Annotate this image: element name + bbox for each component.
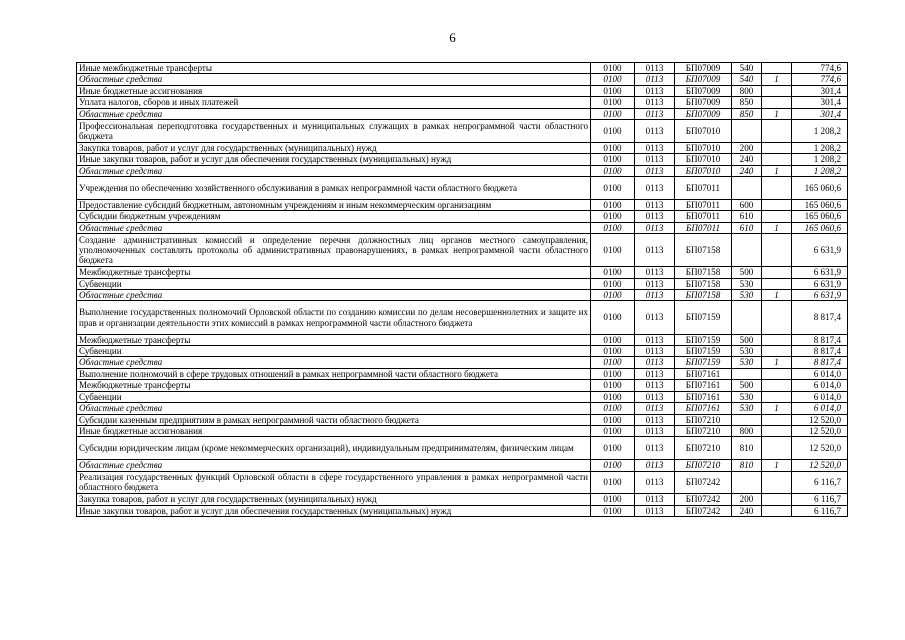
expense-type-cell: 530 bbox=[732, 278, 762, 289]
amount-cell: 6 631,9 bbox=[792, 290, 848, 301]
section-code-cell: 0100 bbox=[591, 290, 635, 301]
table-row bbox=[77, 471, 848, 494]
section-code-cell: 0100 bbox=[591, 108, 635, 119]
row-name-cell: Межбюджетные трансферты bbox=[77, 334, 591, 345]
amount-cell: 6 014,0 bbox=[792, 391, 848, 402]
table-row bbox=[77, 199, 848, 210]
funding-source-cell bbox=[762, 368, 792, 379]
section-code-cell: 0100 bbox=[591, 154, 635, 165]
row-name-cell: Закупка товаров, работ и услуг для государственных (муниципальных) нужд bbox=[77, 142, 591, 153]
target-article-cell: БП07009 bbox=[675, 108, 732, 119]
expense-type-cell: 200 bbox=[732, 494, 762, 505]
table-row bbox=[77, 357, 848, 368]
amount-cell: 165 060,6 bbox=[792, 199, 848, 210]
table-row bbox=[77, 222, 848, 233]
target-article-cell: БП07242 bbox=[675, 505, 732, 516]
target-article-cell: БП07210 bbox=[675, 437, 732, 460]
subsection-code-cell: 0113 bbox=[635, 460, 675, 471]
target-article-cell: БП07210 bbox=[675, 414, 732, 425]
target-article-cell: БП07161 bbox=[675, 368, 732, 379]
target-article-cell: БП07010 bbox=[675, 142, 732, 153]
row-name-cell: Межбюджетные трансферты bbox=[77, 267, 591, 278]
table-row bbox=[77, 177, 848, 200]
section-code-cell: 0100 bbox=[591, 414, 635, 425]
row-name-cell: Областные средства bbox=[77, 357, 591, 368]
amount-cell: 6 631,9 bbox=[792, 234, 848, 267]
table-row bbox=[77, 278, 848, 289]
row-name-cell: Субсидии бюджетным учреждениям bbox=[77, 211, 591, 222]
table-row bbox=[77, 108, 848, 119]
section-code-cell: 0100 bbox=[591, 142, 635, 153]
amount-cell: 6 116,7 bbox=[792, 505, 848, 516]
subsection-code-cell: 0113 bbox=[635, 234, 675, 267]
target-article-cell: БП07010 bbox=[675, 120, 732, 143]
target-article-cell: БП07158 bbox=[675, 234, 732, 267]
expense-type-cell: 530 bbox=[732, 357, 762, 368]
funding-source-cell bbox=[762, 85, 792, 96]
subsection-code-cell: 0113 bbox=[635, 97, 675, 108]
section-code-cell: 0100 bbox=[591, 391, 635, 402]
table-row bbox=[77, 97, 848, 108]
table-row bbox=[77, 334, 848, 345]
table-row bbox=[77, 391, 848, 402]
table-row bbox=[77, 301, 848, 334]
table-row bbox=[77, 380, 848, 391]
funding-source-cell bbox=[762, 211, 792, 222]
row-name-cell: Профессиональная переподготовка государственных и муниципальных служащих в рамках непрограммной части областного бюджета bbox=[77, 120, 591, 143]
amount-cell: 774,6 bbox=[792, 63, 848, 74]
page-number: 6 bbox=[449, 30, 456, 45]
row-name-cell: Субсидии казенным предприятиям в рамках непрограммной части областного бюджета bbox=[77, 414, 591, 425]
target-article-cell: БП07158 bbox=[675, 290, 732, 301]
funding-source-cell bbox=[762, 267, 792, 278]
subsection-code-cell: 0113 bbox=[635, 154, 675, 165]
funding-source-cell bbox=[762, 494, 792, 505]
expense-type-cell: 200 bbox=[732, 142, 762, 153]
expense-type-cell bbox=[732, 414, 762, 425]
funding-source-cell bbox=[762, 414, 792, 425]
target-article-cell: БП07011 bbox=[675, 199, 732, 210]
row-name-cell: Иные бюджетные ассигнования bbox=[77, 425, 591, 436]
target-article-cell: БП07161 bbox=[675, 403, 732, 414]
expense-type-cell bbox=[732, 471, 762, 494]
table-row bbox=[77, 267, 848, 278]
row-name-cell: Выполнение полномочий в сфере трудовых отношений в рамках непрограммной части областного бюджета bbox=[77, 368, 591, 379]
section-code-cell: 0100 bbox=[591, 97, 635, 108]
funding-source-cell bbox=[762, 199, 792, 210]
subsection-code-cell: 0113 bbox=[635, 120, 675, 143]
amount-cell: 12 520,0 bbox=[792, 414, 848, 425]
expense-type-cell: 800 bbox=[732, 425, 762, 436]
row-name-cell: Областные средства bbox=[77, 108, 591, 119]
subsection-code-cell: 0113 bbox=[635, 177, 675, 200]
expense-type-cell: 500 bbox=[732, 267, 762, 278]
row-name-cell: Предоставление субсидий бюджетным, автономным учреждениям и иным некоммерческим организациям bbox=[77, 199, 591, 210]
expense-type-cell: 530 bbox=[732, 391, 762, 402]
table-row bbox=[77, 505, 848, 516]
amount-cell: 6 014,0 bbox=[792, 368, 848, 379]
target-article-cell: БП07011 bbox=[675, 177, 732, 200]
row-name-cell: Областные средства bbox=[77, 403, 591, 414]
table-row bbox=[77, 414, 848, 425]
amount-cell: 6 116,7 bbox=[792, 471, 848, 494]
subsection-code-cell: 0113 bbox=[635, 74, 675, 85]
target-article-cell: БП07161 bbox=[675, 391, 732, 402]
funding-source-cell: 1 bbox=[762, 165, 792, 176]
funding-source-cell bbox=[762, 471, 792, 494]
amount-cell: 8 817,4 bbox=[792, 334, 848, 345]
row-name-cell: Субсидии юридическим лицам (кроме некоммерческих организаций), индивидуальным предпринимателям, физическим лицам bbox=[77, 437, 591, 460]
table-row bbox=[77, 74, 848, 85]
section-code-cell: 0100 bbox=[591, 177, 635, 200]
expense-type-cell bbox=[732, 234, 762, 267]
section-code-cell: 0100 bbox=[591, 346, 635, 357]
table-row bbox=[77, 368, 848, 379]
amount-cell: 6 631,9 bbox=[792, 278, 848, 289]
amount-cell: 12 520,0 bbox=[792, 460, 848, 471]
subsection-code-cell: 0113 bbox=[635, 471, 675, 494]
table-row bbox=[77, 142, 848, 153]
amount-cell: 1 208,2 bbox=[792, 154, 848, 165]
subsection-code-cell: 0113 bbox=[635, 142, 675, 153]
funding-source-cell: 1 bbox=[762, 74, 792, 85]
funding-source-cell bbox=[762, 234, 792, 267]
amount-cell: 12 520,0 bbox=[792, 437, 848, 460]
row-name-cell: Иные закупки товаров, работ и услуг для обеспечения государственных (муниципальных) нужд bbox=[77, 154, 591, 165]
target-article-cell: БП07159 bbox=[675, 334, 732, 345]
subsection-code-cell: 0113 bbox=[635, 199, 675, 210]
section-code-cell: 0100 bbox=[591, 460, 635, 471]
subsection-code-cell: 0113 bbox=[635, 425, 675, 436]
section-code-cell: 0100 bbox=[591, 222, 635, 233]
funding-source-cell: 1 bbox=[762, 290, 792, 301]
amount-cell: 165 060,6 bbox=[792, 211, 848, 222]
amount-cell: 1 208,2 bbox=[792, 142, 848, 153]
subsection-code-cell: 0113 bbox=[635, 63, 675, 74]
row-name-cell: Областные средства bbox=[77, 222, 591, 233]
table-row bbox=[77, 437, 848, 460]
row-name-cell: Областные средства bbox=[77, 460, 591, 471]
subsection-code-cell: 0113 bbox=[635, 334, 675, 345]
expense-type-cell: 600 bbox=[732, 199, 762, 210]
expense-type-cell: 610 bbox=[732, 222, 762, 233]
subsection-code-cell: 0113 bbox=[635, 301, 675, 334]
amount-cell: 12 520,0 bbox=[792, 425, 848, 436]
funding-source-cell bbox=[762, 97, 792, 108]
expense-type-cell: 240 bbox=[732, 154, 762, 165]
target-article-cell: БП07010 bbox=[675, 154, 732, 165]
funding-source-cell bbox=[762, 334, 792, 345]
target-article-cell: БП07242 bbox=[675, 494, 732, 505]
target-article-cell: БП07158 bbox=[675, 278, 732, 289]
expense-type-cell: 810 bbox=[732, 460, 762, 471]
funding-source-cell bbox=[762, 63, 792, 74]
subsection-code-cell: 0113 bbox=[635, 211, 675, 222]
subsection-code-cell: 0113 bbox=[635, 346, 675, 357]
funding-source-cell bbox=[762, 142, 792, 153]
expense-type-cell: 850 bbox=[732, 97, 762, 108]
table-row bbox=[77, 460, 848, 471]
budget-table bbox=[76, 62, 848, 517]
section-code-cell: 0100 bbox=[591, 334, 635, 345]
section-code-cell: 0100 bbox=[591, 199, 635, 210]
funding-source-cell bbox=[762, 177, 792, 200]
section-code-cell: 0100 bbox=[591, 211, 635, 222]
table-row bbox=[77, 290, 848, 301]
expense-type-cell: 530 bbox=[732, 403, 762, 414]
expense-type-cell bbox=[732, 368, 762, 379]
row-name-cell: Субвенции bbox=[77, 278, 591, 289]
row-name-cell: Закупка товаров, работ и услуг для государственных (муниципальных) нужд bbox=[77, 494, 591, 505]
subsection-code-cell: 0113 bbox=[635, 108, 675, 119]
amount-cell: 8 817,4 bbox=[792, 357, 848, 368]
target-article-cell: БП07009 bbox=[675, 97, 732, 108]
amount-cell: 1 208,2 bbox=[792, 120, 848, 143]
subsection-code-cell: 0113 bbox=[635, 414, 675, 425]
subsection-code-cell: 0113 bbox=[635, 222, 675, 233]
subsection-code-cell: 0113 bbox=[635, 267, 675, 278]
amount-cell: 8 817,4 bbox=[792, 301, 848, 334]
subsection-code-cell: 0113 bbox=[635, 380, 675, 391]
funding-source-cell bbox=[762, 437, 792, 460]
section-code-cell: 0100 bbox=[591, 165, 635, 176]
table-row bbox=[77, 494, 848, 505]
funding-source-cell bbox=[762, 301, 792, 334]
subsection-code-cell: 0113 bbox=[635, 494, 675, 505]
row-name-cell: Областные средства bbox=[77, 74, 591, 85]
row-name-cell: Областные средства bbox=[77, 290, 591, 301]
expense-type-cell: 240 bbox=[732, 165, 762, 176]
target-article-cell: БП07158 bbox=[675, 267, 732, 278]
row-name-cell: Областные средства bbox=[77, 165, 591, 176]
expense-type-cell: 800 bbox=[732, 85, 762, 96]
section-code-cell: 0100 bbox=[591, 120, 635, 143]
funding-source-cell bbox=[762, 391, 792, 402]
subsection-code-cell: 0113 bbox=[635, 290, 675, 301]
section-code-cell: 0100 bbox=[591, 437, 635, 460]
table-row bbox=[77, 425, 848, 436]
amount-cell: 774,6 bbox=[792, 74, 848, 85]
funding-source-cell bbox=[762, 120, 792, 143]
funding-source-cell: 1 bbox=[762, 108, 792, 119]
section-code-cell: 0100 bbox=[591, 368, 635, 379]
row-name-cell: Субвенции bbox=[77, 346, 591, 357]
expense-type-cell: 540 bbox=[732, 63, 762, 74]
section-code-cell: 0100 bbox=[591, 380, 635, 391]
table-row bbox=[77, 63, 848, 74]
section-code-cell: 0100 bbox=[591, 494, 635, 505]
row-name-cell: Реализация государственных функций Орловской области в сфере государственного управления в рамках непрограммной части областного бюджета bbox=[77, 471, 591, 494]
amount-cell: 301,4 bbox=[792, 97, 848, 108]
table-row bbox=[77, 211, 848, 222]
target-article-cell: БП07010 bbox=[675, 165, 732, 176]
row-name-cell: Создание административных комиссий и определение перечня должностных лиц органов местного самоуправления, уполномоченных составлять протоколы об административных правонарушениях, в рамках непрограммной части областного бюджета bbox=[77, 234, 591, 267]
subsection-code-cell: 0113 bbox=[635, 368, 675, 379]
target-article-cell: БП07009 bbox=[675, 85, 732, 96]
subsection-code-cell: 0113 bbox=[635, 505, 675, 516]
amount-cell: 165 060,6 bbox=[792, 177, 848, 200]
expense-type-cell: 540 bbox=[732, 74, 762, 85]
funding-source-cell bbox=[762, 425, 792, 436]
row-name-cell: Субвенции bbox=[77, 391, 591, 402]
expense-type-cell bbox=[732, 301, 762, 334]
target-article-cell: БП07159 bbox=[675, 301, 732, 334]
subsection-code-cell: 0113 bbox=[635, 357, 675, 368]
target-article-cell: БП07159 bbox=[675, 346, 732, 357]
funding-source-cell bbox=[762, 346, 792, 357]
target-article-cell: БП07009 bbox=[675, 74, 732, 85]
target-article-cell: БП07011 bbox=[675, 211, 732, 222]
amount-cell: 301,4 bbox=[792, 85, 848, 96]
funding-source-cell bbox=[762, 380, 792, 391]
amount-cell: 6 116,7 bbox=[792, 494, 848, 505]
section-code-cell: 0100 bbox=[591, 403, 635, 414]
amount-cell: 165 060,6 bbox=[792, 222, 848, 233]
table-row bbox=[77, 85, 848, 96]
target-article-cell: БП07161 bbox=[675, 380, 732, 391]
target-article-cell: БП07009 bbox=[675, 63, 732, 74]
amount-cell: 301,4 bbox=[792, 108, 848, 119]
expense-type-cell: 500 bbox=[732, 380, 762, 391]
subsection-code-cell: 0113 bbox=[635, 403, 675, 414]
row-name-cell: Уплата налогов, сборов и иных платежей bbox=[77, 97, 591, 108]
target-article-cell: БП07159 bbox=[675, 357, 732, 368]
section-code-cell: 0100 bbox=[591, 63, 635, 74]
target-article-cell: БП07242 bbox=[675, 471, 732, 494]
subsection-code-cell: 0113 bbox=[635, 278, 675, 289]
row-name-cell: Межбюджетные трансферты bbox=[77, 380, 591, 391]
amount-cell: 6 631,9 bbox=[792, 267, 848, 278]
expense-type-cell: 530 bbox=[732, 346, 762, 357]
table-row bbox=[77, 120, 848, 143]
section-code-cell: 0100 bbox=[591, 301, 635, 334]
section-code-cell: 0100 bbox=[591, 505, 635, 516]
subsection-code-cell: 0113 bbox=[635, 85, 675, 96]
table-row bbox=[77, 403, 848, 414]
table-row bbox=[77, 154, 848, 165]
row-name-cell: Иные закупки товаров, работ и услуг для обеспечения государственных (муниципальных) нужд bbox=[77, 505, 591, 516]
subsection-code-cell: 0113 bbox=[635, 391, 675, 402]
funding-source-cell bbox=[762, 154, 792, 165]
target-article-cell: БП07011 bbox=[675, 222, 732, 233]
funding-source-cell bbox=[762, 505, 792, 516]
row-name-cell: Выполнение государственных полномочий Орловской области по созданию комиссии по делам несовершеннолетних и защите их прав и организации деятельности этих комиссий в рамках непрограммной части областного бюджета bbox=[77, 301, 591, 334]
expense-type-cell bbox=[732, 120, 762, 143]
row-name-cell: Иные бюджетные ассигнования bbox=[77, 85, 591, 96]
amount-cell: 6 014,0 bbox=[792, 380, 848, 391]
expense-type-cell: 530 bbox=[732, 290, 762, 301]
funding-source-cell: 1 bbox=[762, 460, 792, 471]
expense-type-cell: 240 bbox=[732, 505, 762, 516]
funding-source-cell bbox=[762, 278, 792, 289]
expense-type-cell: 500 bbox=[732, 334, 762, 345]
table-row bbox=[77, 165, 848, 176]
expense-type-cell: 850 bbox=[732, 108, 762, 119]
table-row bbox=[77, 346, 848, 357]
target-article-cell: БП07210 bbox=[675, 425, 732, 436]
funding-source-cell: 1 bbox=[762, 403, 792, 414]
section-code-cell: 0100 bbox=[591, 471, 635, 494]
section-code-cell: 0100 bbox=[591, 234, 635, 267]
section-code-cell: 0100 bbox=[591, 425, 635, 436]
section-code-cell: 0100 bbox=[591, 357, 635, 368]
section-code-cell: 0100 bbox=[591, 267, 635, 278]
expense-type-cell bbox=[732, 177, 762, 200]
funding-source-cell: 1 bbox=[762, 357, 792, 368]
section-code-cell: 0100 bbox=[591, 74, 635, 85]
expense-type-cell: 610 bbox=[732, 211, 762, 222]
expense-type-cell: 810 bbox=[732, 437, 762, 460]
section-code-cell: 0100 bbox=[591, 278, 635, 289]
amount-cell: 6 014,0 bbox=[792, 403, 848, 414]
section-code-cell: 0100 bbox=[591, 85, 635, 96]
row-name-cell: Учреждения по обеспечению хозяйственного обслуживания в рамках непрограммной части областного бюджета bbox=[77, 177, 591, 200]
table-row bbox=[77, 234, 848, 267]
subsection-code-cell: 0113 bbox=[635, 437, 675, 460]
row-name-cell: Иные межбюджетные трансферты bbox=[77, 63, 591, 74]
subsection-code-cell: 0113 bbox=[635, 165, 675, 176]
target-article-cell: БП07210 bbox=[675, 460, 732, 471]
amount-cell: 8 817,4 bbox=[792, 346, 848, 357]
amount-cell: 1 208,2 bbox=[792, 165, 848, 176]
funding-source-cell: 1 bbox=[762, 222, 792, 233]
